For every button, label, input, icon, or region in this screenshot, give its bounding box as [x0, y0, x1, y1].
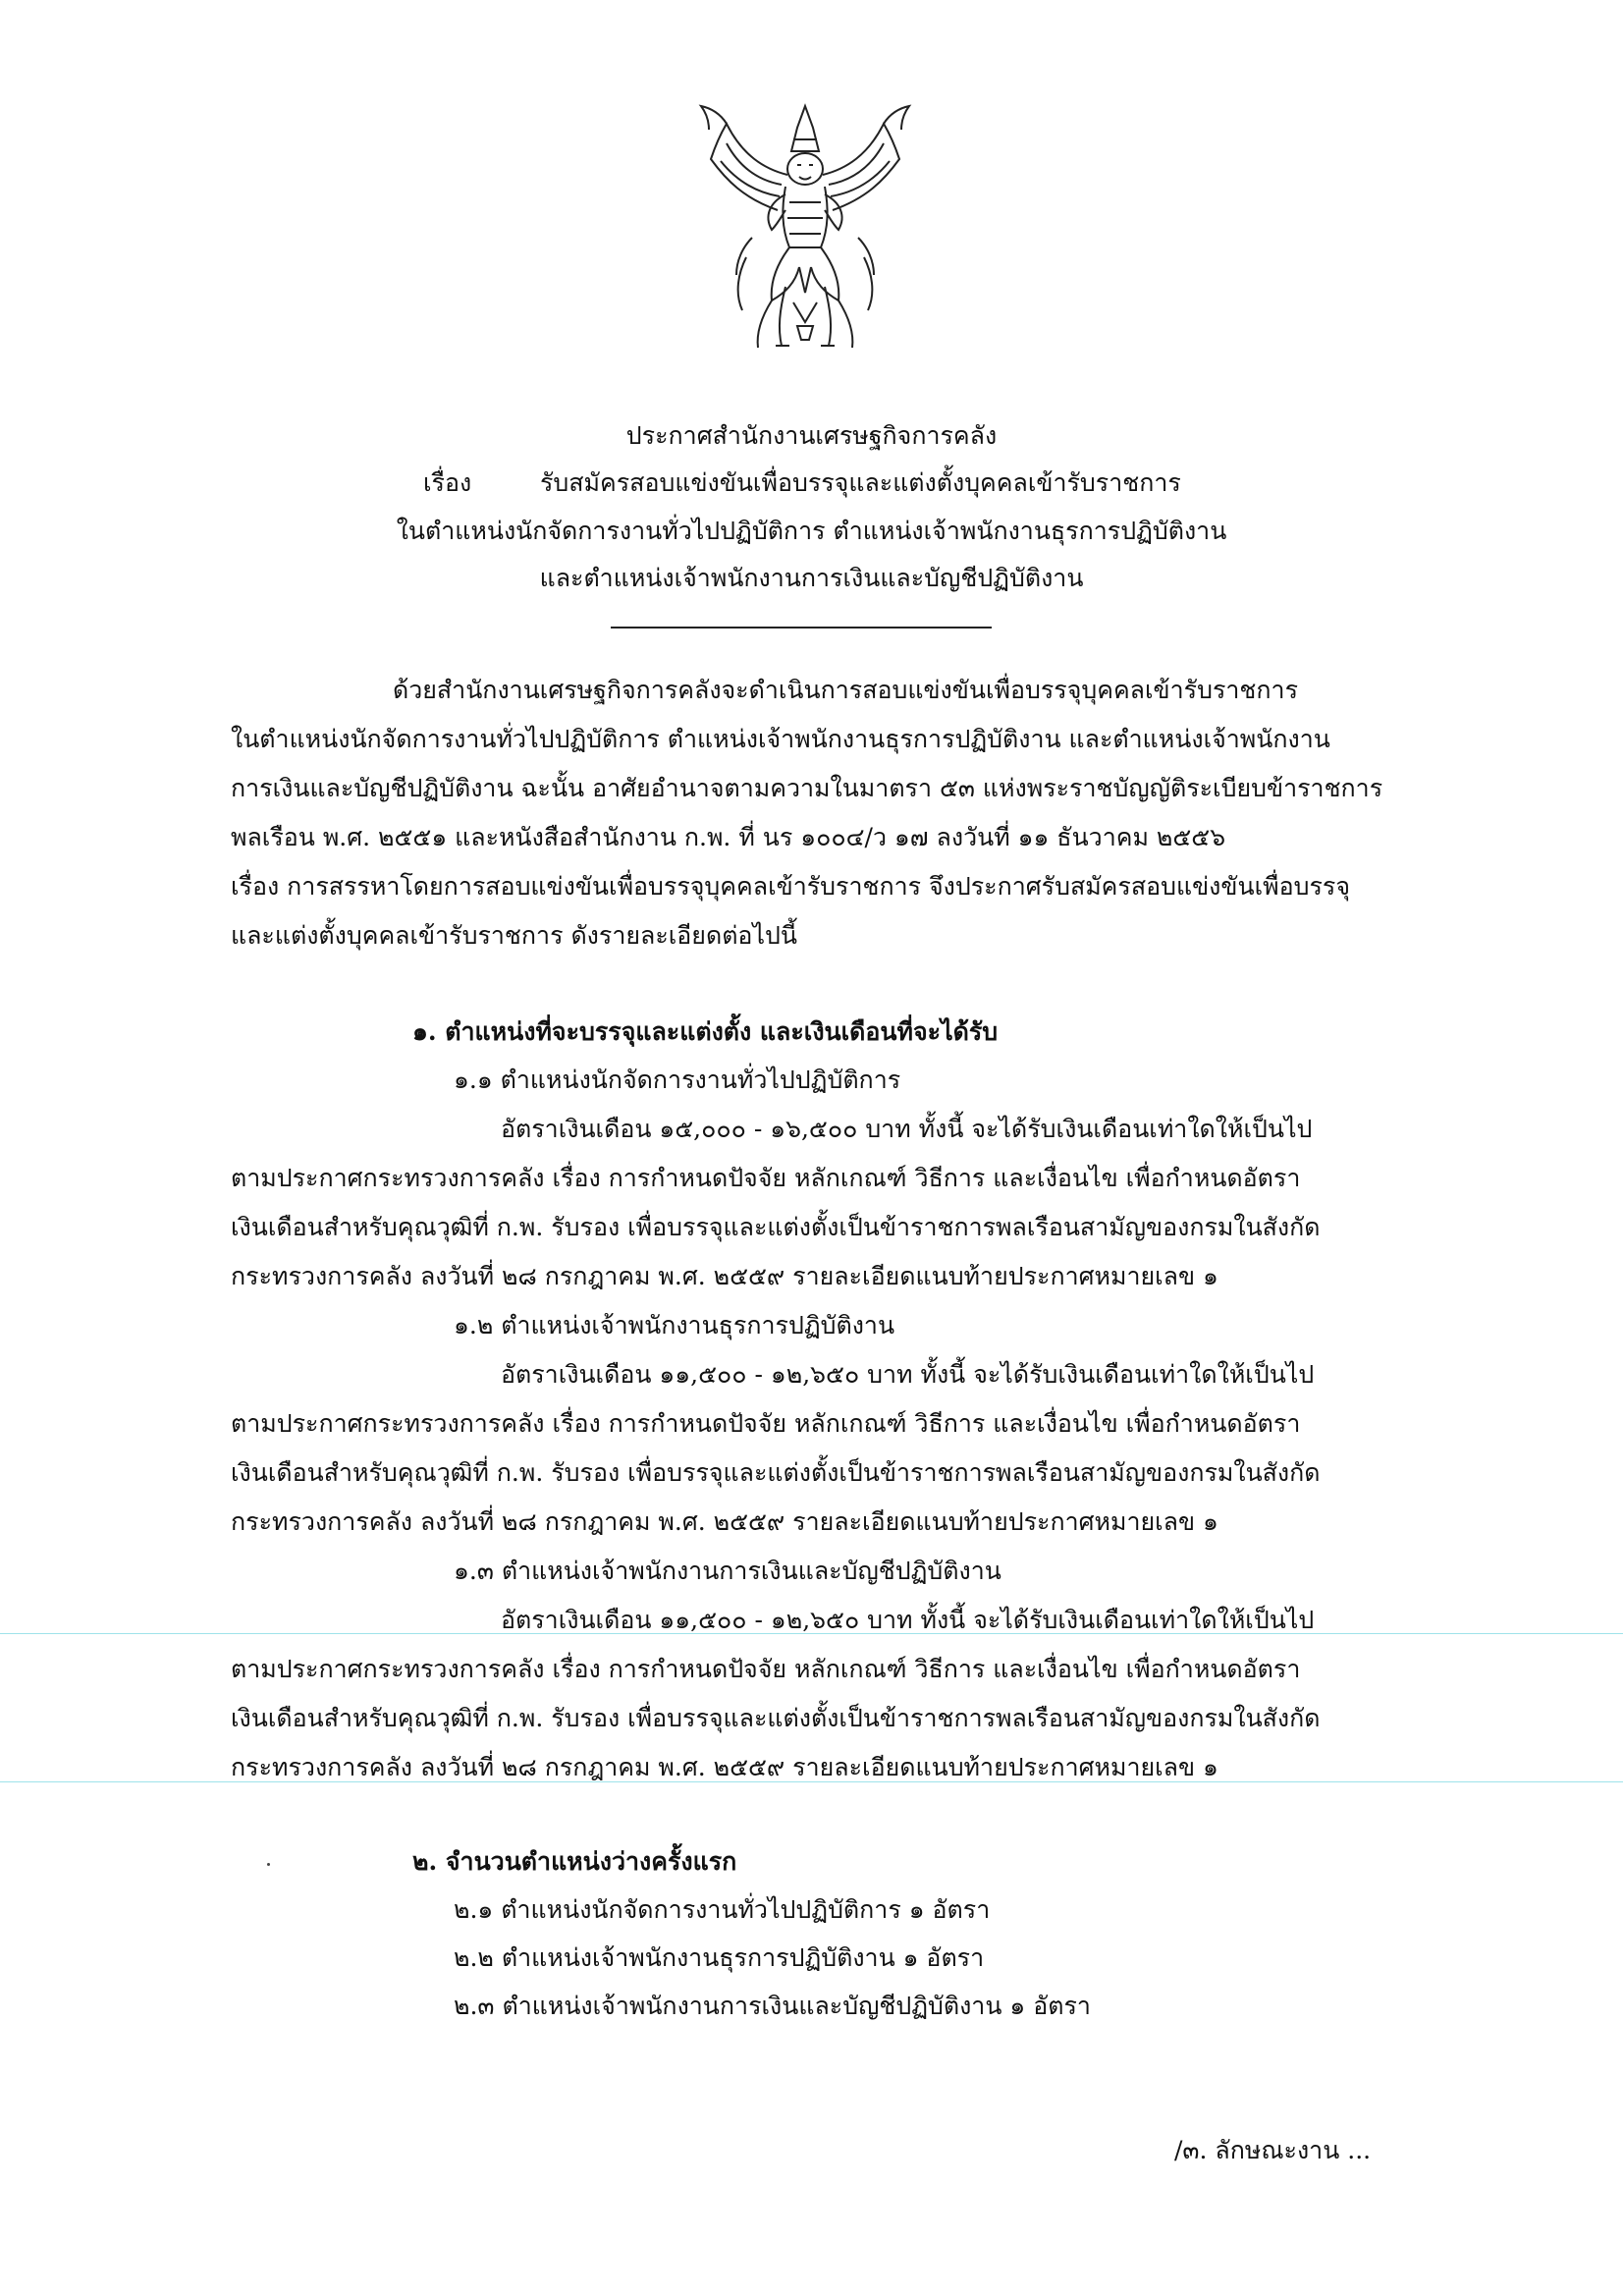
intro-line: ในตำแหน่งนักจัดการงานทั่วไปปฏิบัติการ ตำแหน่งเจ้าพนักงานธุรการปฏิบัติงาน และตำแหน่งเจ้าพนักงาน: [231, 725, 1330, 753]
header-divider: [611, 627, 992, 629]
scan-speck: [267, 1863, 270, 1866]
subject-line-1: รับสมัครสอบแข่งขันเพื่อบรรจุและแต่งตั้งบุคคลเข้ารับราชการ: [540, 468, 1181, 497]
garuda-emblem-icon: [687, 100, 923, 357]
subject-line-3: และตำแหน่งเจ้าพนักงานการเงินและบัญชีปฏิบัติงาน: [539, 564, 1084, 592]
section-1-2-title: ๑.๒ ตำแหน่งเจ้าพนักงานธุรการปฏิบัติงาน: [454, 1311, 895, 1339]
intro-line: และแต่งตั้งบุคคลเข้ารับราชการ ดังรายละเอียดต่อไปนี้: [231, 921, 797, 950]
section-1-3-title: ๑.๓ ตำแหน่งเจ้าพนักงานการเงินและบัญชีปฏิบัติงาน: [454, 1557, 1001, 1585]
page-continuation: /๓. ลักษณะงาน ...: [1174, 2136, 1372, 2164]
section-2-item: ๒.๑ ตำแหน่งนักจัดการงานทั่วไปปฏิบัติการ ๑ อัตรา: [454, 1895, 991, 1924]
section-1-1-line: อัตราเงินเดือน ๑๕,๐๐๐ - ๑๖,๕๐๐ บาท ทั้งนี้ จะได้รับเงินเดือนเท่าใดให้เป็นไป: [501, 1115, 1313, 1143]
subject-line-2: ในตำแหน่งนักจัดการงานทั่วไปปฏิบัติการ ตำแหน่งเจ้าพนักงานธุรการปฏิบัติงาน: [396, 517, 1227, 545]
section-1-2-line: ตามประกาศกระทรวงการคลัง เรื่อง การกำหนดปัจจัย หลักเกณฑ์ วิธีการ และเงื่อนไข เพื่อกำหนดอัตรา: [231, 1409, 1301, 1438]
section-1-1-line: เงินเดือนสำหรับคุณวุฒิที่ ก.พ. รับรอง เพื่อบรรจุและแต่งตั้งเป็นข้าราชการพลเรือนสามัญของกรมในสังกัด: [231, 1213, 1321, 1241]
section-1-2-line: เงินเดือนสำหรับคุณวุฒิที่ ก.พ. รับรอง เพื่อบรรจุและแต่งตั้งเป็นข้าราชการพลเรือนสามัญของกรมในสังกัด: [231, 1458, 1321, 1487]
section-1-3-line: ตามประกาศกระทรวงการคลัง เรื่อง การกำหนดปัจจัย หลักเกณฑ์ วิธีการ และเงื่อนไข เพื่อกำหนดอัตรา: [231, 1655, 1301, 1683]
intro-line: ด้วยสำนักงานเศรษฐกิจการคลังจะดำเนินการสอบแข่งขันเพื่อบรรจุบุคคลเข้ารับราชการ: [393, 676, 1298, 704]
section-1-3-line: เงินเดือนสำหรับคุณวุฒิที่ ก.พ. รับรอง เพื่อบรรจุและแต่งตั้งเป็นข้าราชการพลเรือนสามัญของกรมในสังกัด: [231, 1704, 1321, 1732]
announcement-title: ประกาศสำนักงานเศรษฐกิจการคลัง: [625, 421, 998, 450]
section-1-3-line: กระทรวงการคลัง ลงวันที่ ๒๘ กรกฎาคม พ.ศ. ๒๕๕๙ รายละเอียดแนบท้ายประกาศหมายเลข ๑: [231, 1753, 1218, 1781]
section-1-3-line: อัตราเงินเดือน ๑๑,๕๐๐ - ๑๒,๖๕๐ บาท ทั้งนี้ จะได้รับเงินเดือนเท่าใดให้เป็นไป: [501, 1606, 1315, 1634]
section-2-item: ๒.๓ ตำแหน่งเจ้าพนักงานการเงินและบัญชีปฏิบัติงาน ๑ อัตรา: [454, 1992, 1091, 2020]
intro-line: เรื่อง การสรรหาโดยการสอบแข่งขันเพื่อบรรจุบุคคลเข้ารับราชการ จึงประกาศรับสมัครสอบแข่งขันเพื่อบรรจุ: [231, 872, 1350, 901]
intro-line: การเงินและบัญชีปฏิบัติงาน ฉะนั้น อาศัยอำนาจตามความในมาตรา ๕๓ แห่งพระราชบัญญัติระเบียบข้าราชการ: [231, 774, 1383, 802]
section-1-1-title: ๑.๑ ตำแหน่งนักจัดการงานทั่วไปปฏิบัติการ: [454, 1066, 901, 1094]
subject-label: เรื่อง: [423, 468, 472, 497]
section-1-2-line: อัตราเงินเดือน ๑๑,๕๐๐ - ๑๒,๖๕๐ บาท ทั้งนี้ จะได้รับเงินเดือนเท่าใดให้เป็นไป: [501, 1360, 1315, 1389]
section-2-item: ๒.๒ ตำแหน่งเจ้าพนักงานธุรการปฏิบัติงาน ๑ อัตรา: [454, 1943, 985, 1972]
section-2-heading: ๒. จำนวนตำแหน่งว่างครั้งแรก: [412, 1847, 737, 1876]
section-1-heading: ๑. ตำแหน่งที่จะบรรจุและแต่งตั้ง และเงินเดือนที่จะได้รับ: [412, 1017, 999, 1046]
intro-line: พลเรือน พ.ศ. ๒๕๕๑ และหนังสือสำนักงาน ก.พ. ที่ นร ๑๐๐๔/ว ๑๗ ลงวันที่ ๑๑ ธันวาคม ๒๕๕๖: [231, 823, 1226, 851]
section-1-1-line: กระทรวงการคลัง ลงวันที่ ๒๘ กรกฎาคม พ.ศ. ๒๕๕๙ รายละเอียดแนบท้ายประกาศหมายเลข ๑: [231, 1262, 1218, 1290]
section-1-1-line: ตามประกาศกระทรวงการคลัง เรื่อง การกำหนดปัจจัย หลักเกณฑ์ วิธีการ และเงื่อนไข เพื่อกำหนดอัตรา: [231, 1164, 1301, 1192]
section-1-2-line: กระทรวงการคลัง ลงวันที่ ๒๘ กรกฎาคม พ.ศ. ๒๕๕๙ รายละเอียดแนบท้ายประกาศหมายเลข ๑: [231, 1507, 1218, 1536]
